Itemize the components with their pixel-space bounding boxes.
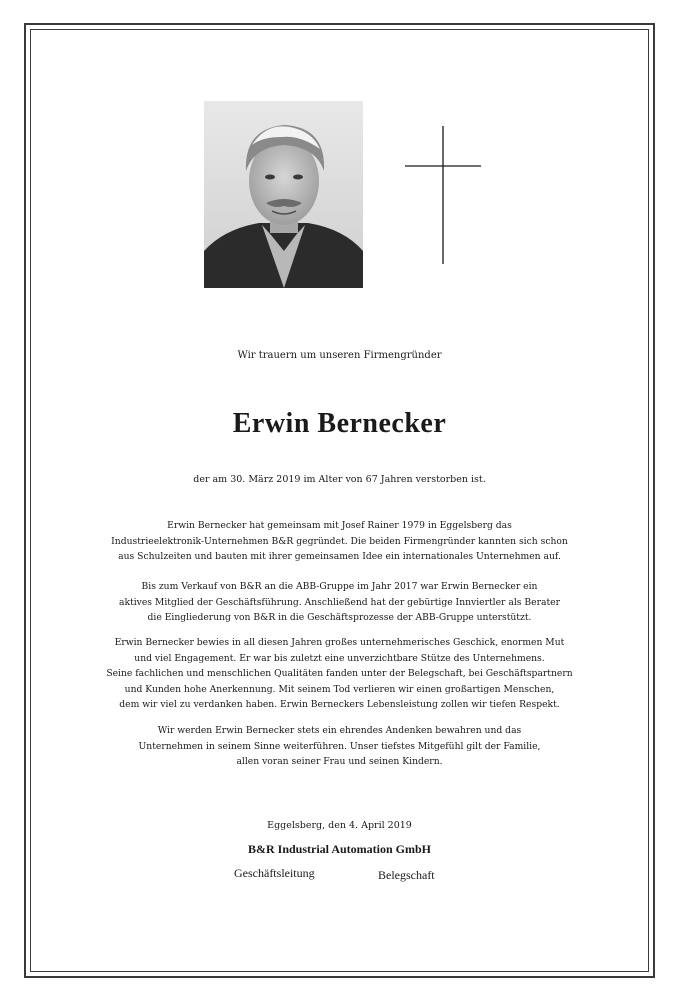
place-date: Eggelsberg, den 4. April 2019 [267, 820, 412, 831]
paragraph-remembrance [60, 723, 619, 770]
paragraph-abb [60, 579, 619, 626]
company-name: B&R Industrial Automation GmbH [247, 842, 432, 856]
paragraph-line: und Kunden hohe Anerkennung. Mit seinem Tod verlieren wir einen großartigen Menschen, [124, 683, 555, 695]
cross-icon [405, 126, 481, 264]
paragraph-tribute [60, 635, 619, 713]
intro-text: Wir trauern um unseren Firmengründer [237, 350, 442, 361]
paragraph-line: und viel Engagement. Er war bis zuletzt eine unverzichtbare Stütze des Unternehmens. [134, 652, 545, 664]
signatory-staff: Belegschaft [378, 868, 435, 882]
signatory-management: Geschäftsleitung [234, 866, 315, 880]
paragraph-line: die Eingliederung von B&R in die Geschäftsprozesse der ABB-Gruppe unterstützt. [147, 612, 532, 623]
paragraph-line: Seine fachlichen und menschlichen Qualitäten fanden unter der Belegschaft, bei Geschäftspartnern [106, 668, 573, 679]
paragraph-line: Wir werden Erwin Bernecker stets ein ehrendes Andenken bewahren und das [157, 725, 522, 736]
paragraph-line: aus Schulzeiten und bauten mit ihrer gemeinsamen Idee ein internationales Unternehmen auf. [118, 551, 561, 562]
death-date-text: der am 30. März 2019 im Alter von 67 Jahren verstorben ist. [193, 474, 486, 485]
paragraph-line: Industrieelektronik-Unternehmen B&R gegründet. Die beiden Firmengründer kannten sich schon [111, 535, 568, 547]
paragraph-line: Bis zum Verkauf von B&R an die ABB-Gruppe im Jahr 2017 war Erwin Bernecker ein [141, 581, 538, 592]
deceased-name: Erwin Bernecker [232, 408, 447, 439]
paragraph-line: allen voran seiner Frau und seinen Kindern. [236, 756, 443, 767]
paragraph-line: Unternehmen in seinem Sinne weiterführen. Unser tiefstes Mitgefühl gilt der Familie, [138, 740, 541, 752]
paragraph-line: dem wir viel zu verdanken haben. Erwin Berneckers Lebensleistung zollen wir tiefen Respekt. [119, 699, 560, 710]
paragraph-line: Erwin Bernecker hat gemeinsam mit Josef Rainer 1979 in Eggelsberg das [167, 520, 512, 531]
portrait-photo [204, 101, 363, 288]
paragraph-founding [60, 518, 619, 565]
paragraph-line: Erwin Bernecker bewies in all diesen Jahren großes unternehmerisches Geschick, enormen Mut [114, 637, 565, 648]
paragraph-line: aktives Mitglied der Geschäftsführung. Anschließend hat der gebürtige Innviertler als Berater [118, 596, 560, 608]
